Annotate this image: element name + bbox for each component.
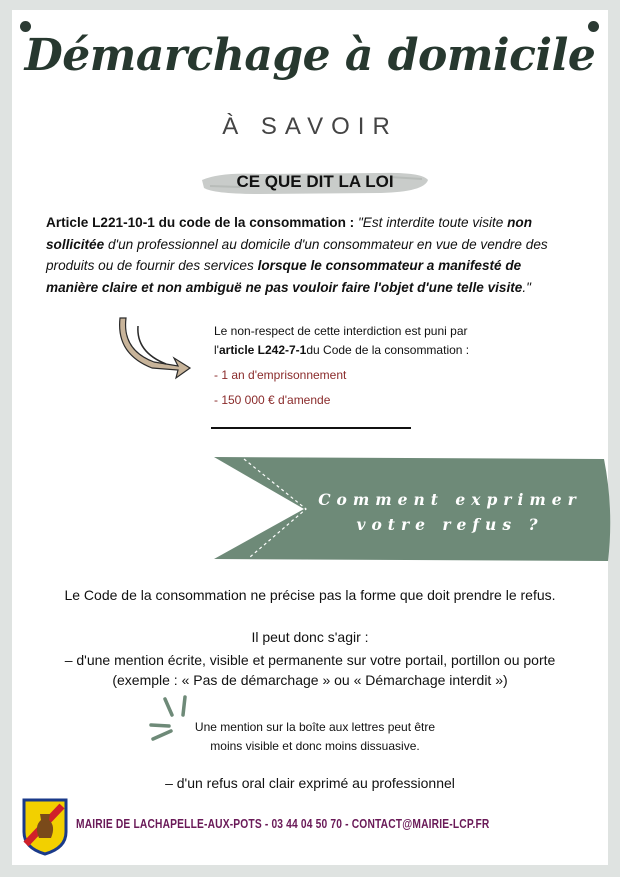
text-prefix: l' <box>214 343 219 357</box>
penalty-intro: Le non-respect de cette interdiction est puni par <box>214 324 468 338</box>
quote-part: "Est interdite toute visite <box>354 215 508 230</box>
penalty-block <box>214 322 514 410</box>
page-title: Démarchage à domicile <box>24 30 596 81</box>
option-2: – d'un refus oral clair exprimé au professionnel <box>165 775 455 791</box>
curved-arrow-icon <box>118 312 198 382</box>
quote-part: lorsque le consommateur a manifesté de manière claire et non ambiguë ne pas vouloir faire l'objet d'une telle visite <box>46 258 523 295</box>
coat-of-arms-icon <box>22 798 68 856</box>
option-1-example: (exemple : « Pas de démarchage » ou « Démarchage interdit ») <box>112 672 508 688</box>
section-heading: CE QUE DIT LA LOI <box>236 172 394 191</box>
divider <box>211 427 411 429</box>
banner-title <box>300 487 600 537</box>
text-suffix: du Code de la consommation : <box>306 343 470 357</box>
intro-text: Le Code de la consommation ne précise pas la forme que doit prendre le refus. <box>64 587 556 603</box>
lead-text: Il peut donc s'agir : <box>251 629 369 645</box>
page-subtitle: À SAVOIR <box>222 113 398 140</box>
note-line: moins visible et donc moins dissuasive. <box>210 739 420 753</box>
footer-contact: MAIRIE DE LACHAPELLE-AUX-POTS - 03 44 04 50 70 - CONTACT@MAIRIE-LCP.FR <box>76 817 490 831</box>
penalty-item: - 1 an d'emprisonnement <box>214 368 347 382</box>
note-line: Une mention sur la boîte aux lettres peut être <box>194 720 436 734</box>
law-article <box>46 212 574 298</box>
banner-line: votre refus ? <box>356 515 544 534</box>
penalty-item: - 150 000 € d'amende <box>214 393 331 407</box>
quote-part: ." <box>522 279 531 295</box>
quote-part: non sollicitée <box>46 215 533 252</box>
quote-part: d'un professionnel au domicile d'un consommateur en vue de vendre des produits ou de fournir des services <box>46 236 548 273</box>
banner-line: Comment exprimer <box>318 490 582 509</box>
option-1: – d'une mention écrite, visible et permanente sur votre portail, portillon ou porte <box>64 652 556 668</box>
article-reference: Article L221-10-1 du code de la consommation : <box>46 215 355 230</box>
article-reference: article L242-7-1 <box>218 343 307 357</box>
penalty-article-line <box>214 341 514 360</box>
